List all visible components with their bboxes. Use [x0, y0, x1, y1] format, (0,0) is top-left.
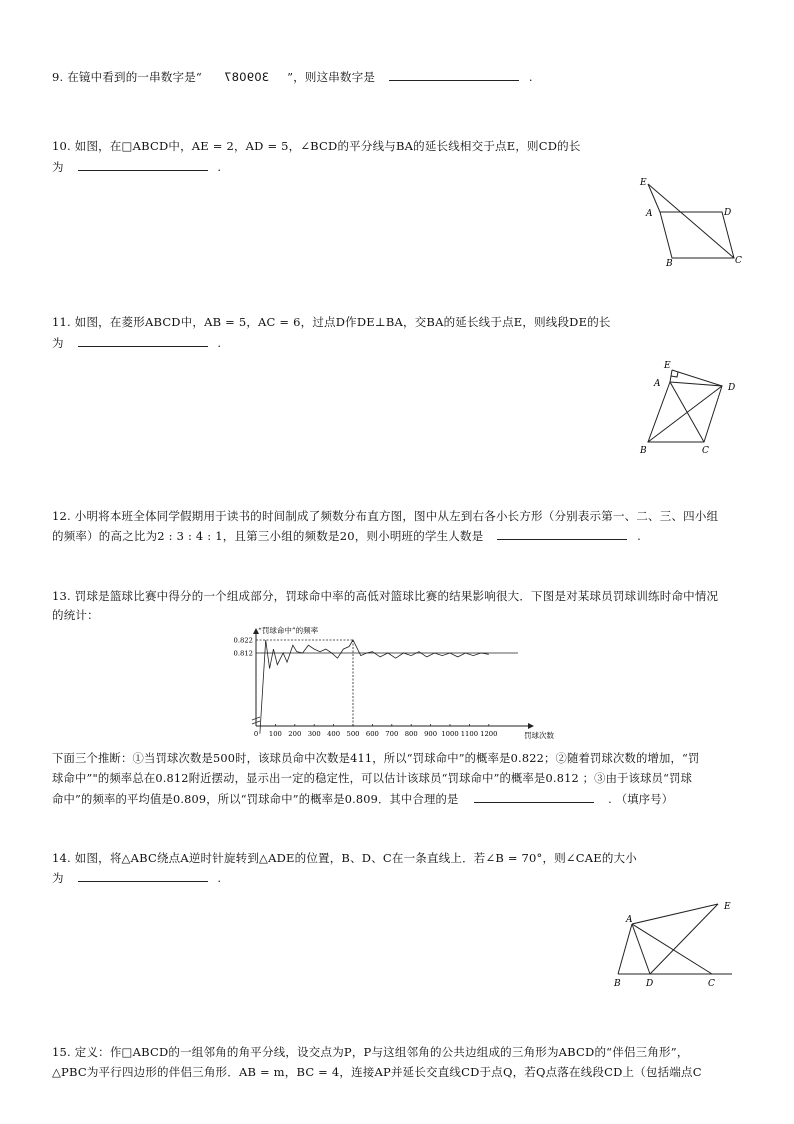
chart-x-label: 罚球次数 — [524, 731, 554, 740]
q10-segment-ea — [648, 184, 660, 212]
q10-line2-end: . — [217, 160, 222, 174]
chart-x-tick-label: 100 — [268, 730, 282, 738]
q13-line2: 的统计： — [52, 608, 99, 622]
q9-line — [52, 68, 533, 85]
q14-line2-prefix: 为 — [52, 871, 64, 885]
q10-label-c: C — [735, 256, 742, 266]
chart-y-tick-label: 0.822 — [233, 636, 253, 645]
q10-figure — [636, 172, 752, 268]
chart-x-tick-label: 200 — [288, 730, 302, 738]
chart-x-tick-label: 1200 — [480, 730, 498, 738]
q10-parallelogram — [660, 212, 734, 258]
q14-segment-de — [650, 904, 718, 974]
chart-x-axis-arrow — [528, 723, 534, 729]
q10-label-e: E — [640, 178, 647, 188]
q11-line2 — [52, 334, 221, 351]
q11-diagonal-bd — [648, 386, 722, 442]
q11-figure — [636, 356, 746, 458]
q10-segment-ec — [648, 184, 734, 258]
q12-line2-end: . — [637, 529, 642, 543]
q9-mirror-digits: 309087 — [224, 70, 270, 84]
q11-line1: 11. 如图，在菱形ABCD中，AB = 5，AC = 6，过点D作DE⊥BA，交BA的延长线于点E，则线段DE的长 — [52, 315, 611, 329]
chart-x-tick-label: 700 — [385, 730, 399, 738]
q10-label-d: D — [724, 208, 732, 218]
q13-chart — [228, 626, 566, 740]
q11-label-c: C — [702, 446, 709, 456]
q13-answer-blank[interactable] — [474, 790, 594, 803]
chart-x-tick-label: 500 — [346, 730, 360, 738]
q11-line2-prefix: 为 — [52, 336, 64, 350]
q13-para2: 球命中”"的频率总在0.812附近摆动，显示出一定的稳定性，可以估计该球员“罚球命中”的概率是0.812 ；③由于该球员“罚球 — [52, 772, 693, 785]
chart-x-tick-label: 800 — [404, 730, 418, 738]
q12-line2-prefix: 的频率）的高之比为2 : 3 : 4 : 1，且第三小组的频数是20，则小明班的学生人数是 — [52, 529, 484, 543]
q14-answer-blank[interactable] — [78, 869, 208, 882]
q11-line2-end: . — [217, 336, 222, 350]
q9-end: . — [528, 70, 533, 84]
q13-para3 — [52, 790, 673, 807]
q10-line2 — [52, 158, 221, 175]
q14-label-c: C — [708, 979, 715, 989]
q12-answer-blank[interactable] — [497, 527, 627, 540]
q12-line2 — [52, 527, 641, 544]
q14-label-b: B — [614, 979, 621, 989]
q11-label-e: E — [664, 361, 671, 371]
q13-para3-prefix: 命中”的频率的平均值是0.809，所以“罚球命中”的概率是0.809．其中合理的是 — [52, 793, 459, 806]
chart-x-tick-label: 900 — [424, 730, 438, 738]
chart-x-tick-label: 1000 — [441, 730, 459, 738]
q14-segment-ac — [632, 924, 712, 974]
q14-segment-ae — [632, 904, 718, 924]
q14-figure — [606, 896, 756, 992]
q11-answer-blank[interactable] — [78, 334, 208, 347]
q14-segment-ab — [618, 924, 632, 974]
q11-label-d: D — [728, 383, 736, 393]
chart-title: “罚球命中”的频率 — [258, 626, 319, 635]
q10-label-b: B — [666, 259, 673, 268]
q10-line1: 10. 如图，在□ABCD中，AE = 2，AD = 5，∠BCD的平分线与BA的延长线相交于点E，则CD的长 — [52, 139, 581, 153]
chart-x-tick-label: 1100 — [460, 730, 479, 738]
q14-segment-ad — [632, 924, 650, 974]
chart-x-tick-label: 600 — [365, 730, 379, 738]
q14-label-a: A — [626, 915, 633, 925]
q13-para3-end: . （填序号） — [608, 793, 674, 806]
q10-line2-prefix: 为 — [52, 160, 64, 174]
chart-x-tick-label: 0 — [253, 730, 259, 738]
q15-line1: 15. 定义：作□ABCD的一组邻角的角平分线，设交点为P，P与这组邻角的公共边组成的三角形为ABCD的“伴侣三角形”， — [52, 1045, 689, 1059]
q9-text-a: 9. 在镜中看到的一串数字是“ — [52, 70, 203, 84]
q13-para1: 下面三个推断：①当罚球次数是500时，该球员命中次数是411，所以“罚球命中”的概率是0.822；②随着罚球次数的增加，“罚 — [52, 752, 700, 765]
q10-label-a: A — [646, 209, 653, 219]
q12-line1: 12. 小明将本班全体同学假期用于读书的时间制成了频数分布直方图，图中从左到右各小长方形（分别表示第一、二、三、四小组 — [52, 509, 719, 523]
q11-right-angle-mark — [671, 372, 678, 377]
q11-label-a: A — [654, 379, 661, 389]
q10-answer-blank[interactable] — [78, 158, 208, 171]
q15-line2: △PBC为平行四边形的伴侣三角形．AB = m，BC = 4，连接AP并延长交直线CD于点Q，若Q点落在线段CD上（包括端点C — [52, 1065, 702, 1079]
q9-answer-blank[interactable] — [389, 68, 519, 81]
q9-text-b: ”，则这串数字是 — [287, 70, 376, 84]
chart-x-tick-label: 400 — [327, 730, 341, 738]
q14-label-e: E — [724, 902, 731, 912]
q14-label-d: D — [646, 979, 654, 989]
chart-x-tick-label: 300 — [307, 730, 321, 738]
q14-line1: 14. 如图，将△ABC绕点A逆时针旋转到△ADE的位置，B、D、C在一条直线上．若∠B = 70°，则∠CAE的大小 — [52, 851, 637, 865]
q14-line2-end: . — [217, 871, 222, 885]
q11-label-b: B — [640, 446, 647, 456]
chart-series-line — [260, 640, 489, 734]
q14-line2 — [52, 869, 221, 886]
q13-line1: 13. 罚球是篮球比赛中得分的一个组成部分，罚球命中率的高低对篮球比赛的结果影响很大．下图是对某球员罚球训练时命中情况 — [52, 589, 719, 603]
chart-y-tick-label: 0.812 — [233, 649, 253, 658]
